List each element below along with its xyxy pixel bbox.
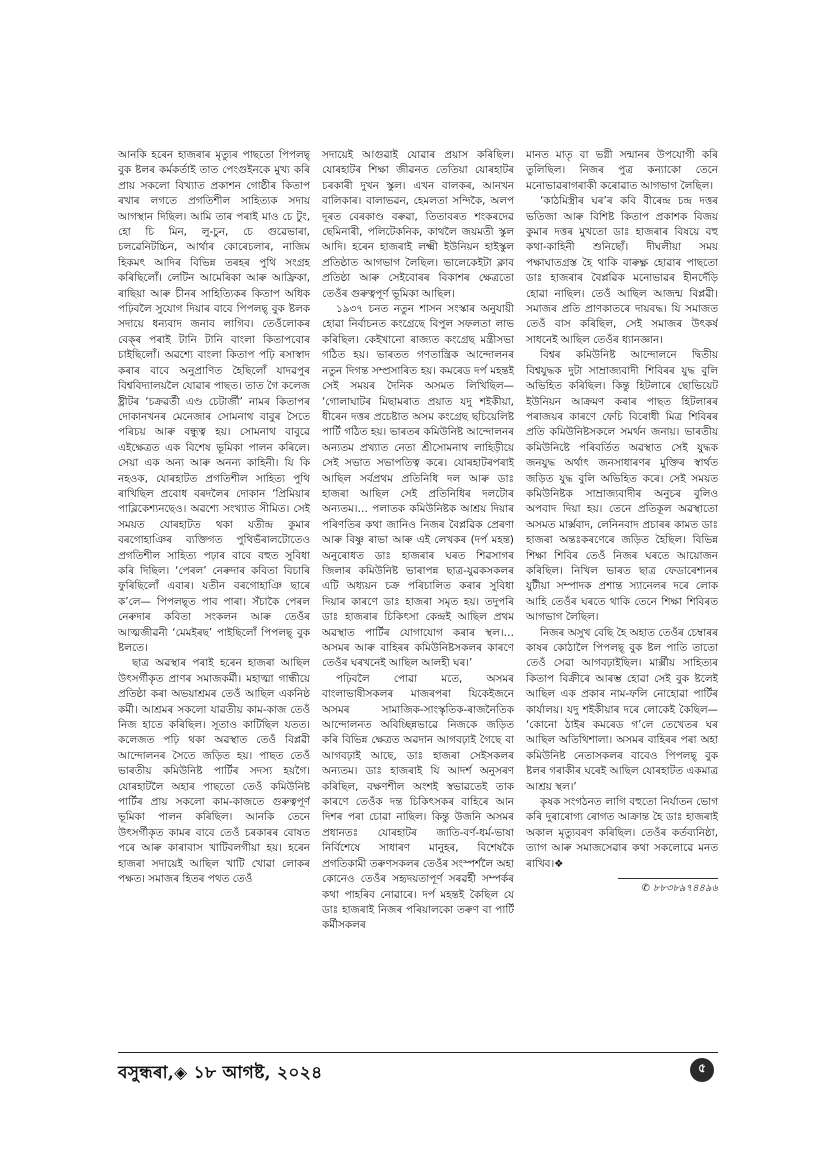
phone-rule — [618, 878, 718, 879]
author-phone — [526, 878, 718, 896]
paragraph: পঢ়িবলৈ পোৱা মতে, অসমৰ বাংলাভাষীসকলৰ মাজৰপৰা যিকেইজনে অসমৰ সামাজিক-সাংস্কৃতিক-ৰাজনৈতিক আন্দোলনত অবিচ্ছিন্নভাৱে নিজকে জড়িত কৰি বিভিন্ন ক্ষেত্ৰত অৱদান আগবঢ়াই গৈছে বা আগবঢ়াই আছে, ডাঃ হাজৰা সেইসকলৰ অন্যতম। ডাঃ হাজৰাই যি আদৰ্শ অনুসৰণ কৰিছিল, বক্ষণশীল অংশই স্বভাৱতেই তাক কাৰণে তেওঁক দন্ত চিকিৎসকৰ বাহিৰে আন দিশৰ পৰা চোৱা নাছিল। কিন্তু উজনি অসমৰ প্ৰধানতঃ যোৰহাটৰ জাতি-বৰ্ণ-ধৰ্ম-ভাষা নিৰ্বিশেষে সাধাৰণ মানুহৰ, বিশেষকৈ প্ৰগতিকামী তৰুণসকলৰ তেওঁৰ সংস্পৰ্শলৈ অহা কোনেও তেওঁৰ সহৃদয়তাপূৰ্ণ সৰৱৰ্হী সম্পৰ্কৰ কথা পাহৰিব নোৱাৰে। দৰ্প মহন্তই কৈছিল যে ডাঃ হাজৰাই নিজৰ পৰিয়ালকো তৰুণ বা পাৰ্টি কৰ্মীসকলৰ — [322, 672, 514, 932]
article-body — [118, 148, 718, 1041]
column-1 — [118, 148, 310, 1041]
footer-divider — [118, 1052, 718, 1053]
page-footer — [118, 1052, 718, 1092]
phone-number: ✆ ৮৮৩৮৯৭৪৪৯৬ — [641, 883, 718, 895]
publication-masthead: বসুন্ধৰা,◈ ১৮ আগষ্ট, ২০২৪ — [118, 1063, 323, 1083]
paragraph: নিজৰ অসুখ বেছি হৈ অহাত তেওঁৰ চেম্বাৰৰ কাষৰ কোঠালৈ পিপলছ্‌ বুক ষ্টল পাতি তাতো তেওঁ সেৱা আগবঢ়াইছিল। মাৰ্ক্সীয় সাহিত্যৰ কিতাপ বিক্ৰীৰে আৰম্ভ হোৱা সেই বুক ষ্টলেই আছিল এক প্ৰকাৰ নাম-ফলি নোহোৱা পাৰ্টিৰ কাৰ্যালয়। যদু শইকীয়াৰ দৰে লোকেই কৈছিল— ‘কোনো ঠাইৰ কমৰেড গ’লে তেখেতৰ ঘৰ আছিল অতিথিশালা। অসমৰ বাহিৰৰ পৰা অহা কমিউনিষ্ট নেতাসকলৰ বাবেও পিপলছ্‌ বুক ষ্টলৰ গৰাকীৰ ঘৰেই আছিল যোৰহাটত একমাত্ৰ আশ্ৰয় স্থল।’ — [526, 626, 718, 793]
column-2 — [322, 148, 514, 1041]
paragraph: আনকি হৰেন হাজৰাৰ মৃত্যুৰ পাছতো পিপলছ্‌ বুক ষ্টলৰ কৰ্মকৰ্তাই তাত পেংগুইনকে মুখ্য কৰি প্ৰায় সকলো বিখ্যাত প্ৰকাশন গোষ্ঠীৰ কিতাপ ৰখাৰ লগতে প্ৰগতিশীল সাহিত্যক সদায় আগস্থান দিছিল। আমি তাৰ পৰাই মাও চে টুং, হো চি মিন, লু-চুন, চে গুৱেভাৰা, চলৱেনিটচ্চিন, আৰ্থাৰ কোৰেচলাৰ, নাজিম হিকমৎ আদিৰ বিভিন্ন তৰহৰ পুথি সংগ্ৰহ কৰিছিলোঁ। লেটিন আমেৰিকা আৰু আফ্ৰিকা, ৰাছিয়া আৰু চীনৰ সাহিত্যিকৰ কিতাপ অধিক পঢ়িবলৈ সুযোগ দিয়াৰ বাবে পিপলছ্‌ বুক ষ্টলক সদায়ে ধন্যবাদ জনাব লাগিব। তেওঁলোকৰ বেক্‌ৰ পৰাই টানি টানি বাংলা কিতাপবোৰ চাইছিলোঁ। অৱশ্যে বাংলা কিতাপ পঢ়ি ৰসাস্বাদ কৰাৰ বাবে অনুপ্ৰাণিত হৈছিলোঁ যাদৱপুৰ বিশ্ববিদ্যালয়লৈ যোৱাৰ পাছত। তাত গৈ কলেজ ষ্ট্ৰীটৰ ‘চক্ৰৱৰ্তী এণ্ড চেটাৰ্জী’ নামৰ কিতাপৰ দোকানখনৰ মেনেজাৰ সোমনাথ বাবুৰ সৈতে পৰিচয় আৰু বন্ধুত্ব হয়। সোমনাথ বাবুৱে এইক্ষেত্ৰত এক বিশেষ ভূমিকা পালন কৰিলে। সেয়া এক অন্য আৰু অনন্য কাহিনী। যি কি নহওক, যোৰহাটত প্ৰগতিশীল সাহিত্য পুথি ৰাখিছিল প্ৰবোধ বৰদলৈৰ দোকান ‘প্ৰিমিয়াৰ পাব্লিকেশ্যনছেও। অৱশ্যে সংখ্যাত সীমিত। সেই সময়ত যোৰহাটত থকা যতীন্দ্ৰ কুমাৰ বৰগোহাঞিৰ ব্যক্তিগত পুথিভঁৰালটোতেও প্ৰগতিশীল সাহিত্য পঢ়াৰ বাবে বহুত সুবিধা কৰি দিছিল। ‘পেৰল’ নেৰুদাৰ কবিতা বিচাৰি ফুৰিছিলোঁ এবাৰ। যতীন বৰগোহাঞি ছাৰে ক’লে— পিপলছ্‌ত পাব পাৰা। সঁচাকৈ পেৰল নেৰুদাৰ কবিতা সংকলন আৰু তেওঁৰ আত্মজীৱনী ‘মেমইৰছ’ পাইছিলোঁ পিপলছ্‌ বুক ষ্টলতে। — [118, 149, 310, 654]
paragraph: মানত মাতৃ বা ভগ্নী সন্মানৰ উপযোগী কৰি তুলিছিল। নিজৰ পুত্ৰ কন্যাকো তেনে মনোভাৱৰাগৰাকী কৰোৱাত আগভাগ লৈছিল। — [526, 149, 718, 192]
page-number-badge: ৫ — [690, 1058, 714, 1082]
paragraph: ‘কাঠমিস্ত্ৰীৰ ঘৰ’ৰ কবি বীৰেন্দ্ৰ চন্দ্ৰ দত্তৰ ভতিজা আৰু বিশিষ্ট কিতাপ প্ৰকাশক বিজয় কুমাৰ দত্তৰ মুখতো ডাঃ হাজৰাৰ বিষয়ে বহু কথা-কাহিনী শুনিছোঁ। দীঘলীয়া সময় পক্ষাঘাতগ্ৰস্ত হৈ থাকি বাৰুক্ষ্ণ হোৱাৰ পাছতো ডাঃ হাজৰাৰ বৈপ্লৱিক মনোভাৱৰ হীনদেঁড়ি হোৱা নাছিল। তেওঁ আছিল আজন্ম বিপ্লৱী। সমাজৰ প্ৰতি প্ৰাণকাতৰে দায়বদ্ধ। যি সমাজত তেওঁ বাস কৰিছিল, সেই সমাজৰ উৎকৰ্ষ সাধনেই আছিল তেওঁৰ ধ্যানজ্ঞান। — [526, 195, 718, 346]
paragraph: বিশ্বৰ কমিউনিষ্ট আন্দোলনে দ্বিতীয় বিশ্বযুদ্ধক দুটা সাম্ৰাজ্যবাদী শিবিৰৰ যুদ্ধ বুলি অভিহিত কৰিছিল। কিন্তু হিটলাৰে ছোভিয়েট ইউনিয়ন আক্ৰমণ কৰাৰ পাছত হিটলাৰৰ পৰাজয়ৰ কাৰণে ফেচি বিৰোধী মিত্ৰ শিবিৰৰ প্ৰতি কমিউনিষ্টসকলে সমৰ্থন জনায়। ভাৰতীয় কমিউনিষ্টে পৰিবৰ্তিত অৱস্থাত সেই যুদ্ধক জনযুদ্ধ অৰ্থাৎ জনসাধাৰণৰ মুক্তিৰ স্বাৰ্থত জড়িত যুদ্ধ বুলি অভিহিত কৰে। সেই সময়ত কমিউনিষ্টক সাম্ৰাজ্যবাদীৰ অনুচৰ বুলিও অপবাদ দিয়া হয়। তেনে প্ৰতিকূল অৱস্থাতো অসমত মাৰ্ক্সবাদ, লেনিনবাদ প্ৰচাৰৰ কামত ডাঃ হাজৰা অন্তঃকৰণেৰে জড়িত হৈছিল। বিভিন্ন শিক্ষা শিবিৰ তেওঁ নিজৰ ঘৰতে আয়োজন কৰিছিল। নিখিল ভাৰত ছাত্ৰ ফেডাৰেশ্যনৰ যুটীয়া সম্পাদক প্ৰশান্ত স্যানেলৰ দৰে লোক আহি তেওঁৰ ঘৰতে থাকি তেনে শিক্ষা শিবিৰত আগভাগ লৈছিল। — [526, 349, 718, 624]
paragraph: সদায়েই আগুৱাই যোৱাৰ প্ৰয়াস কৰিছিল। যোৰহাটৰ শিক্ষা জীৱনত তেতিয়া যোৰহাটৰ চৰকাৰী দুখন স্কুল। এখন বালকৰ, আনখন বালিকাৰ। বালাভৱন, হেমলতা সন্দিকৈ, অলপ দূৰত বেৰকাণ্ড বৰুৱা, তিতাবৰত শংকৰদেৱ ছেমিনাৰী, পলিটেকনিক, কাথলৈ জয়মতী স্কুল আদি। হৰেন হাজৰাই লক্ষ্মী ইউনিয়ন হাইস্কুল প্ৰতিষ্ঠাত আগভাগ লৈছিল। ভালেকেইটা ক্লাব প্ৰতিষ্ঠা আৰু সেইবোৰৰ বিকাশৰ ক্ষেত্ৰতো তেওঁৰ গুৰুত্বপূৰ্ণ ভূমিকা আছিল। — [322, 149, 514, 300]
paragraph: কৃষক সংগঠনত লাগি বহুতো নিৰ্যাতন ভোগ কৰি দুৰাৰোগ্য ৰোগত আক্ৰান্ত হৈ ডাঃ হাজৰাই অকাল মৃত্যুবৰণ কৰিছিল। তেওঁৰ কৰ্তব্যনিষ্ঠা, ত্যাগ আৰু সমাজসেৱাৰ কথা সকলোৱে মনত ৰাখিব।❖ — [526, 796, 718, 870]
paragraph: ছাত্ৰ অৱস্থাৰ পৰাই হৰেন হাজৰা আছিল উৎসৰ্গীকৃত প্ৰাণৰ সমাজকৰ্মী। মহাত্মা গান্ধীয়ে প্ৰতিষ্ঠা কৰা অভয়াশ্ৰমৰ তেওঁ আছিল একনিষ্ঠ কৰ্মী। আশ্ৰমৰ সকলো যাৱতীয় কাম-কাজ তেওঁ নিজ হাতে কৰিছিল। সূতাও কাটিছিল যতত। কলেজত পঢ়ি থকা অৱস্থাত তেওঁ বিপ্লৱী আন্দোলনৰ সৈতে জড়িত হয়। পাছত তেওঁ ভাৰতীয় কমিউনিষ্ট পাৰ্টিৰ সদস্য হয়গৈ। যোৰহাটলৈ অহাৰ পাছতো তেওঁ কমিউনিষ্ট পাৰ্টিৰ প্ৰায় সকলো কাম-কাজতে গুৰুত্বপূৰ্ণ ভূমিকা পালন কৰিছিল। আনকি তেনে উৎসৰ্গীকৃত কামৰ বাবে তেওঁ চৰকাৰৰ বোষত পৰে আৰু কাৰাবাস খাটিবলগীয়া হয়। হৰেন হাজৰা সদায়েই আছিল খাটি খোৱা লোকৰ পক্ষত। সমাজৰ হিতৰ পথত তেওঁ — [118, 657, 310, 886]
paragraph: ১৯৩৭ চনত নতুন শাসন সংস্কাৰ অনুযায়ী হোৱা নিৰ্বাচনত কংগ্ৰেছে বিপুল সফলতা লাভ কৰিছিল। কেইখানো ৰাজ্যত কংগ্ৰেছ মন্ত্ৰীসভা গঠিত হয়। ভাৰতত গণতান্ত্ৰিক আন্দোলনৰ নতুন দিগন্ত সম্প্ৰসাৰিত হয়। কমৰেড দৰ্প মহন্তই সেই সময়ৰ দৈনিক অসমত লিখিছিল— ‘গোলাঘাটৰ মিছামৰাত প্ৰয়াত যদু শইকীয়া, ধীৰেন দত্তৰ প্ৰচেষ্টাত অসম কংগ্ৰেছ ছচিয়েলিষ্ট পাৰ্টি গঠিত হয়। ভাৰতৰ কমিউনিষ্ট আন্দোলনৰ অন্যতম প্ৰখ্যাত নেতা শ্ৰীসোমনাথ লাহিড়ীয়ে সেই সভাত সভাপতিত্ব কৰে। যোৰহাটৰপৰাই আছিল সৰ্বপ্ৰথম প্ৰতিনিধি দল আৰু ডাঃ হাজৰা আছিল সেই প্ৰতিনিধিৰ দলটোৰ অন্যতম।… পলাতক কমিউনিষ্টক আশ্ৰয় দিয়াৰ পৰিণতিৰ কথা জানিও নিজৰ বৈপ্লৱিক প্ৰেৰণা আৰু বিষ্ণু ৰাভা আৰু এই লেখকৰ (দৰ্প মহন্ত) অনুৰোধত ডাঃ হাজৰাৰ ঘৰত শিৱসাগৰ জিলাৰ কমিউনিষ্ট ভাৰাপন্ন ছাত্ৰ-যুৱকসকলৰ এটি অধ্যয়ন চক্ৰ পৰিচালিত কৰাৰ সুবিধা দিয়াৰ কাৰণে ডাঃ হাজৰা সমৃত হয়। তদুপৰি ডাঃ হাজৰাৰ চিকিৎসা কেন্দ্ৰই আছিল প্ৰথম অৱস্থাত পাৰ্টিৰ যোগাযোগ কৰাৰ স্থল।… অসমৰ আৰু বাহিৰৰ কমিউনিষ্টসকলৰ কাৰণে তেওঁৰ ঘৰখনেই আছিল আলহী ঘৰ।’ — [322, 303, 514, 670]
column-3 — [526, 148, 718, 1041]
